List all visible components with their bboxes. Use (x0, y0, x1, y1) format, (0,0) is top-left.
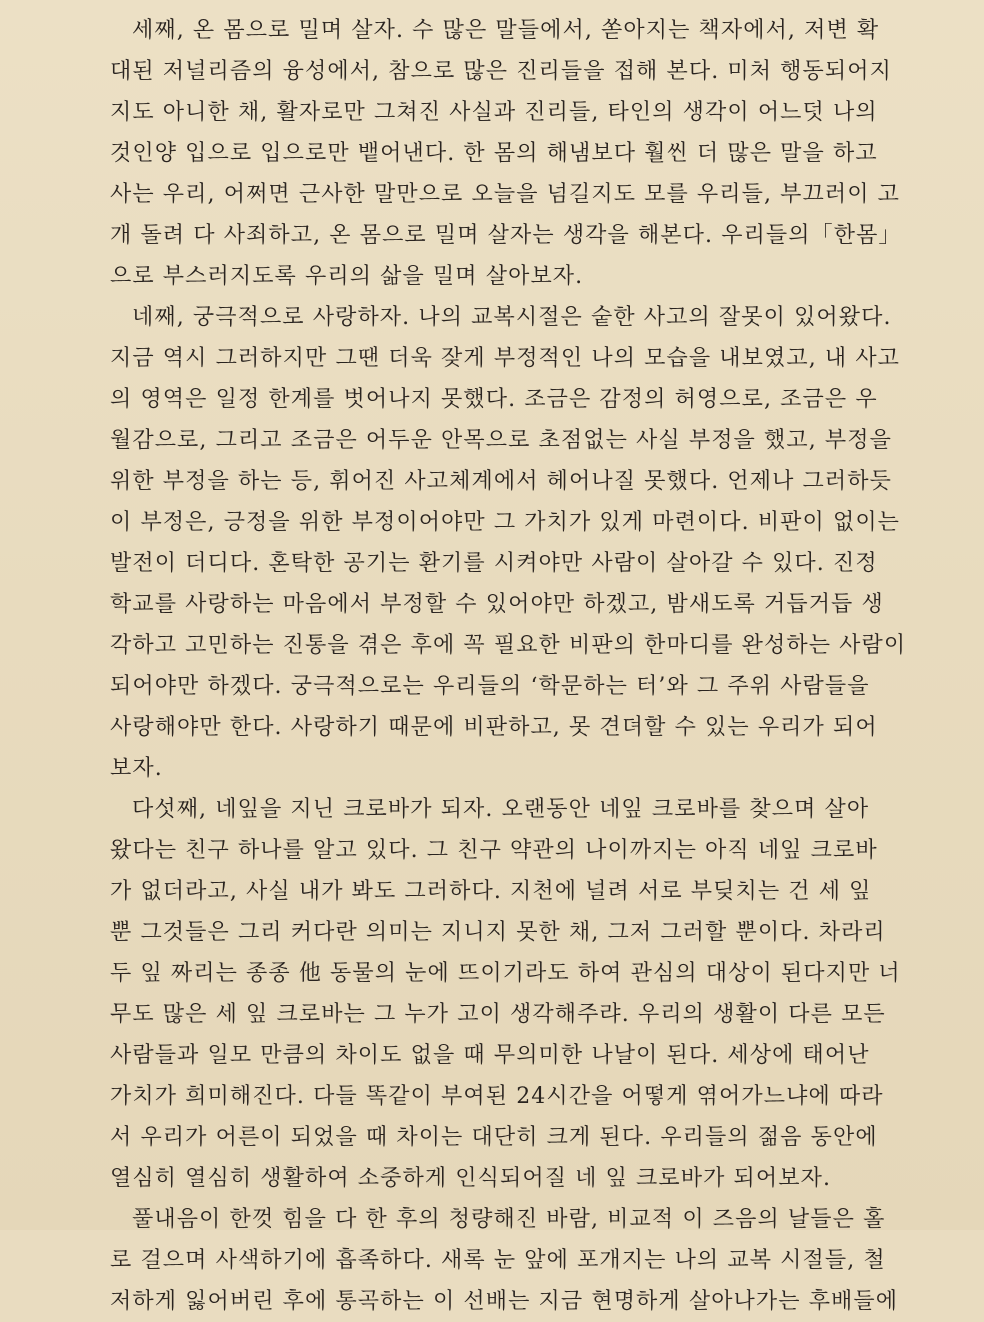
text-line: 서 우리가 어른이 되었을 때 차이는 대단히 크게 된다. 우리들의 젊음 동안에 (110, 1125, 878, 1150)
paragraph-third (110, 10, 922, 297)
text-line: 지금 역시 그러하지만 그땐 더욱 잦게 부정적인 나의 모습을 내보였고, 내 사고 (110, 346, 901, 371)
text-line: 월감으로, 그리고 조금은 어두운 안목으로 초점없는 사실 부정을 했고, 부정을 (110, 428, 892, 453)
text-line: 뿐 그것들은 그리 커다란 의미는 지니지 못한 채, 그저 그러할 뿐이다. 차라리 (110, 920, 886, 945)
text-line: 무도 많은 세 잎 크로바는 그 누가 고이 생각해주랴. 우리의 생활이 다른 모든 (110, 1002, 886, 1027)
text-line: 왔다는 친구 하나를 알고 있다. 그 친구 약관의 나이까지는 아직 네잎 크로바 (110, 838, 878, 863)
text-line: 다섯째, 네잎을 지닌 크로바가 되자. 오랜동안 네잎 크로바를 찾으며 살아 (132, 797, 870, 822)
text-line: 보자. (110, 756, 163, 781)
paragraph-fourth (110, 297, 922, 789)
text-line: 열심히 열심히 생활하여 소중하게 인식되어질 네 잎 크로바가 되어보자. (110, 1166, 832, 1191)
text-line: 대된 저널리즘의 융성에서, 참으로 많은 진리들을 접해 본다. 미처 행동되어지 (110, 59, 892, 84)
text-line: 두 잎 짜리는 종종 他 동물의 눈에 뜨이기라도 하여 관심의 대상이 된다지만 너 (110, 961, 901, 986)
text-line: 저하게 잃어버린 후에 통곡하는 이 선배는 지금 현명하게 살아나가는 후배들에 (110, 1289, 899, 1314)
text-line: 각하고 고민하는 진통을 겪은 후에 꼭 필요한 비판의 한마디를 완성하는 사람이 (110, 633, 907, 658)
paragraph-fifth (110, 789, 922, 1199)
text-line: 사람들과 일모 만큼의 차이도 없을 때 무의미한 나날이 된다. 세상에 태어난 (110, 1043, 870, 1068)
text-line: 지도 아니한 채, 활자로만 그쳐진 사실과 진리들, 타인의 생각이 어느덧 나의 (110, 100, 878, 125)
text-line: 풀내음이 한껏 힘을 다 한 후의 청량해진 바람, 비교적 이 즈음의 날들은 홀 (132, 1207, 886, 1232)
text-line: 학교를 사랑하는 마음에서 부정할 수 있어야만 하겠고, 밤새도록 거듭거듭 생 (110, 592, 884, 617)
text-line: 네째, 궁극적으로 사랑하자. 나의 교복시절은 숱한 사고의 잘못이 있어왔다. (132, 305, 892, 330)
text-line: 사는 우리, 어쩌면 근사한 말만으로 오늘을 넘길지도 모를 우리들, 부끄러이 고 (110, 182, 901, 207)
text-line: 가치가 희미해진다. 다들 똑같이 부여된 24시간을 어떻게 엮어가느냐에 따라 (110, 1084, 884, 1109)
text-line: 개 돌려 다 사죄하고, 온 몸으로 밀며 살자는 생각을 해본다. 우리들의「한몸」 (110, 223, 902, 248)
text-line: 으로 부스러지도록 우리의 삶을 밀며 살아보자. (110, 264, 584, 289)
text-line: 것인양 입으로 입으로만 뱉어낸다. 한 몸의 해냄보다 훨씬 더 많은 말을 하고 (110, 141, 878, 166)
text-line: 로 걸으며 사색하기에 흡족하다. 새록 눈 앞에 포개지는 나의 교복 시절들, 철 (110, 1248, 886, 1273)
text-line: 이 부정은, 긍정을 위한 부정이어야만 그 가치가 있게 마련이다. 비판이 없이는 (110, 510, 901, 535)
text-line: 위한 부정을 하는 등, 휘어진 사고체계에서 헤어나질 못했다. 언제나 그러하듯 (110, 469, 892, 494)
paragraph-closing (110, 1199, 922, 1322)
text-line: 발전이 더디다. 혼탁한 공기는 환기를 시켜야만 사람이 살아갈 수 있다. 진정 (110, 551, 878, 576)
text-line: 가 없더라고, 사실 내가 봐도 그러하다. 지천에 널려 서로 부딪치는 건 세 잎 (110, 879, 872, 904)
text-line: 되어야만 하겠다. 궁극적으로는 우리들의 ‘학문하는 터’와 그 주위 사람들을 (110, 674, 870, 699)
text-line: 의 영역은 일정 한계를 벗어나지 못했다. 조금은 감정의 허영으로, 조금은 우 (110, 387, 878, 412)
text-line: 세째, 온 몸으로 밀며 살자. 수 많은 말들에서, 쏟아지는 책자에서, 저변 확 (132, 18, 880, 43)
text-line: 사랑해야만 한다. 사랑하기 때문에 비판하고, 못 견뎌할 수 있는 우리가 되어 (110, 715, 878, 740)
